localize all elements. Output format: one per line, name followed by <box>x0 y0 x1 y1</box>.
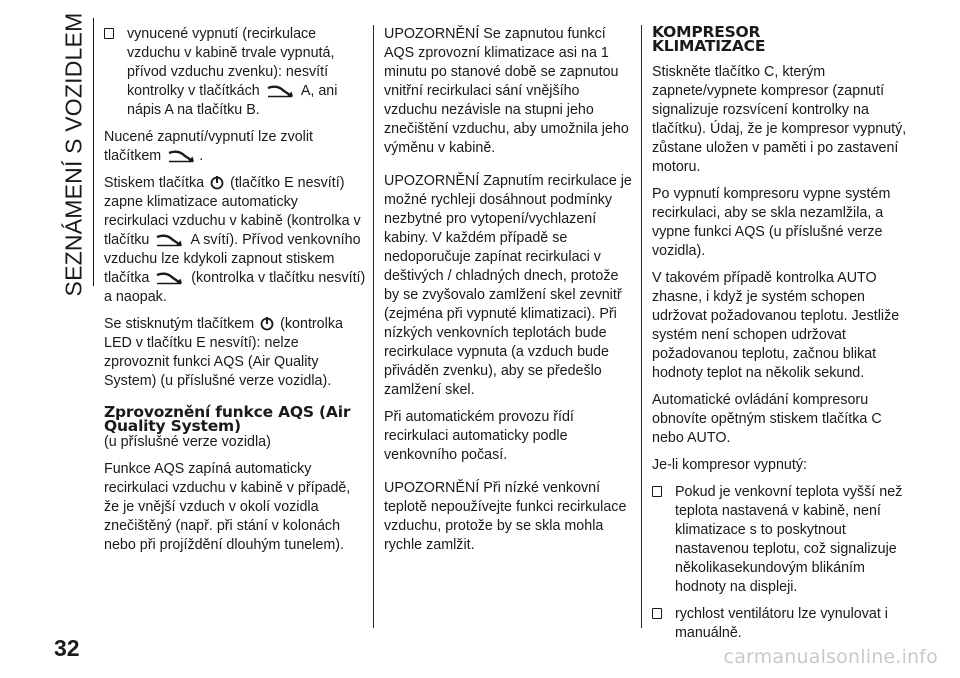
warning-paragraph: UPOZORNĚNÍ Zapnutím recirkulace je možné rychleji dosáhnout podmínky nezbytné pro vytopení/vychlazení kabiny. V každém případě se nedoporučuje zapínat recirkulaci v deštivých / chladných dnech, protože by se zvyšovalo zamlžení skel zevnitř (zejména při vypnuté klimatizaci). Při nízkých venkovních teplotách bude recirkulace vypnuta (a vzduch bude přiváděn zvenku), aby se předešlo zamlžení skel. <box>384 173 632 398</box>
paragraph: Po vypnutí kompresoru vypne systém recirkulaci, aby se skla nezamlžila, a vypne funkci AQS (u příslušné verze vozidla). <box>652 186 891 259</box>
column-divider <box>373 25 374 628</box>
recirculation-icon <box>155 233 185 247</box>
paragraph: Funkce AQS zapíná automaticky recirkulaci vzduchu v kabině v případě, že je vnější vzduch v okolí vozidla znečištěný (např. při stání v kolonách nebo při projíždění dlouhým tunelem). <box>104 461 351 553</box>
air-quality-sensor-icon <box>210 175 224 190</box>
paragraph: V takovém případě kontrolka AUTO zhasne, i když je systém schopen udržovat požadovanou teplotu. Jestliže systém není schopen udržovat požadovanou teplotu, začnou blikat hodnoty teplot na několik sekund. <box>652 270 900 381</box>
recirculation-icon <box>266 84 296 98</box>
section-heading: Zprovoznění funkce AQS (Air Quality System) <box>104 403 351 435</box>
column-2 <box>384 25 636 563</box>
list-item: rychlost ventilátoru lze vynulovat i manuálně. <box>652 605 914 643</box>
column-3 <box>652 25 914 651</box>
checkbox-bullet-icon <box>652 608 662 619</box>
paragraph: Nucené zapnutí/vypnutí lze zvolit tlačítkem . <box>104 129 314 164</box>
air-quality-sensor-icon <box>260 316 274 331</box>
section-divider <box>93 18 94 286</box>
checkbox-bullet-icon <box>104 28 114 39</box>
recirculation-icon <box>155 271 185 285</box>
column-1 <box>104 25 366 563</box>
heading-note: (u příslušné verze vozidla) <box>104 434 271 450</box>
section-title: SEZNÁMENÍ S VOZIDLEM <box>60 12 87 296</box>
recirculation-icon <box>167 149 197 163</box>
list-item: Pokud je venkovní teplota vyšší než teplota nastavená v kabině, není klimatizace s to poskytnout nastavenou teplotu, což signalizuje několikasekundovým blikáním hodnoty na displeji. <box>652 483 914 597</box>
paragraph: Se stisknutým tlačítkem (kontrolka LED v tlačítku E nesvítí): nelze zprovoznit funkci AQS (Air Quality System) (u příslušné verze vozidla). <box>104 316 343 389</box>
page-number: 32 <box>54 635 80 661</box>
paragraph: Je-li kompresor vypnutý: <box>652 457 807 473</box>
column-divider <box>641 25 642 628</box>
checkbox-bullet-icon <box>652 486 662 497</box>
paragraph: Stiskněte tlačítko C, kterým zapnete/vypnete kompresor (zapnutí signalizuje rozsvícení kontrolky na tlačítku). Údaj, že je kompresor vypnutý, zůstane uložen v paměti i po zastavení motoru. <box>652 64 907 175</box>
paragraph: Stiskem tlačítka (tlačítko E nesvítí) zapne klimatizace automaticky recirkulaci vzduchu v kabině (kontrolka v tlačítku A svítí). Přívod venkovního vzduchu lze kdykoli zapnout stiskem tlačítka (kontrolka v tlačítku nesvítí) a naopak. <box>104 175 366 305</box>
warning-paragraph: UPOZORNĚNÍ Při nízké venkovní teplotě nepoužívejte funkci recirkulace vzduchu, protože by se skla mohla rychle zamlžit. <box>384 480 627 553</box>
paragraph: Automatické ovládání kompresoru obnovíte opětným stiskem tlačítka C nebo AUTO. <box>652 392 882 446</box>
warning-paragraph: UPOZORNĚNÍ Se zapnutou funkcí AQS zprovozní klimatizace asi na 1 minutu po stanové době se zapnutou vnitřní recirkulaci sání vnějšího vzduchu nezávisle na stupni jeho znečištění vzduchu, aby umožnila jeho výměnu v kabině. <box>384 26 629 156</box>
list-item: vynucené vypnutí (recirkulace vzduchu v kabině trvale vypnutá, přívod vzduchu zvenku): nesvítí kontrolky v tlačítkách A, ani nápis A na tlačítku B. <box>104 25 366 120</box>
paragraph: Při automatickém provozu řídí recirkulaci automaticky podle venkovního počasí. <box>384 409 574 463</box>
watermark: carmanualsonline.info <box>723 646 938 668</box>
section-heading: KOMPRESOR KLIMATIZACE <box>652 23 766 55</box>
